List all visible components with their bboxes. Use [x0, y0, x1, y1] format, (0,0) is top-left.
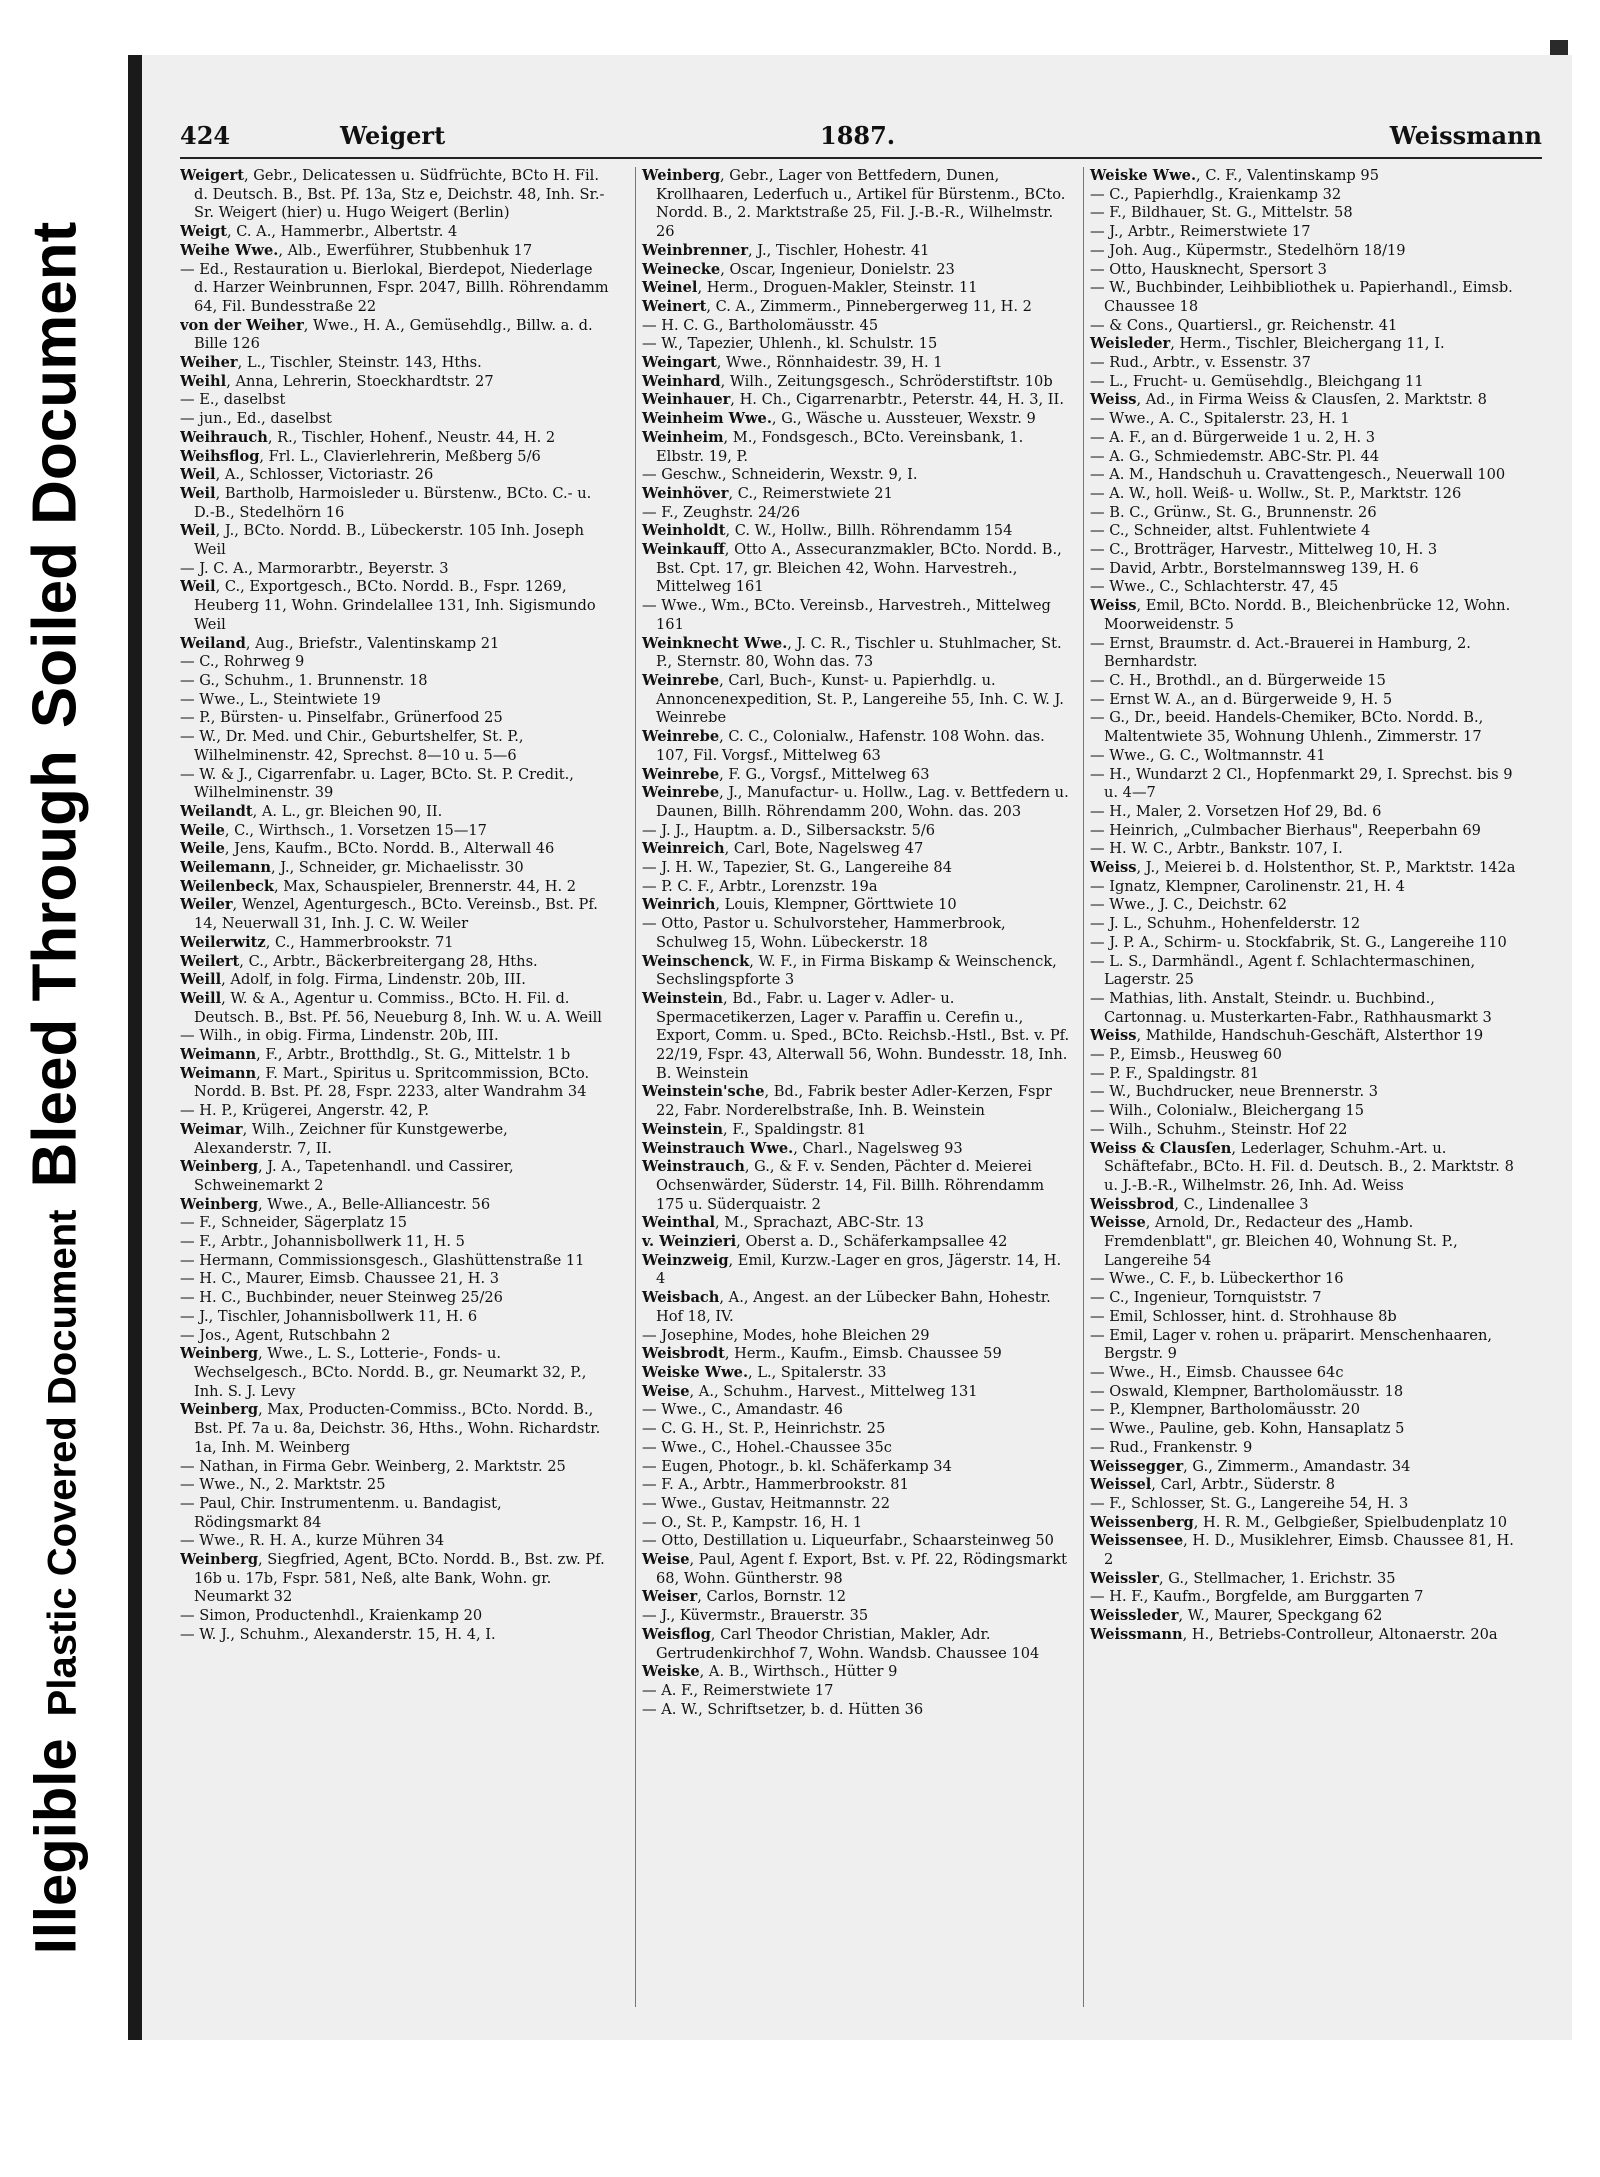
directory-entry: — H. W. C., Arbtr., Bankstr. 107, I.	[1090, 840, 1343, 858]
directory-entry: Weisflog, Carl Theodor Christian, Makler, Adr. Gertrudenkirchhof 7, Wohn. Wandsb. Chaussee 104	[642, 1625, 1040, 1662]
directory-entry: — W., Tapezier, Uhlenh., kl. Schulstr. 15	[642, 335, 938, 353]
header-left-word: Weigert	[340, 121, 446, 150]
directory-entry: — F., Arbtr., Johannisbollwerk 11, H. 5	[180, 1233, 465, 1251]
entry-surname: Weinstein'sche	[642, 1083, 765, 1101]
directory-entry: — P. C. F., Arbtr., Lorenzstr. 19a	[642, 877, 878, 895]
directory-entry: Weisbach, A., Angest. an der Lübecker Bahn, Hohestr. Hof 18, IV.	[642, 1289, 1051, 1325]
directory-entry: Weilandt, A. L., gr. Bleichen 90, II.	[180, 802, 443, 820]
directory-entry: Weihl, Anna, Lehrerin, Stoeckhardtstr. 27	[180, 372, 494, 390]
archive-stamp-strip	[0, 0, 110, 2177]
directory-entry: — H., Maler, 2. Vorsetzen Hof 29, Bd. 6	[1090, 802, 1382, 820]
directory-entry: — Wwe., C., Amandastr. 46	[642, 1401, 843, 1419]
entry-surname: Weigt	[180, 223, 227, 241]
directory-entry: — J. L., Schuhm., Hohenfelderstr. 12	[1090, 915, 1361, 933]
directory-entry: — Wwe., C., Hohel.-Chaussee 35c	[642, 1438, 892, 1456]
entry-surname: Weiss	[1090, 1027, 1137, 1045]
directory-entry: — Otto, Destillation u. Liqueurfabr., Schaarsteinweg 50	[642, 1532, 1054, 1550]
directory-entry: Weilenbeck, Max, Schauspieler, Brennerstr. 44, H. 2	[180, 877, 577, 895]
directory-entry: Weinstrauch Wwe., Charl., Nagelsweg 93	[642, 1139, 963, 1157]
directory-entry: Weissenberg, H. R. M., Gelbgießer, Spielbudenplatz 10	[1090, 1513, 1508, 1531]
directory-entry: Weinberg, Wwe., A., Belle-Alliancestr. 56	[180, 1195, 491, 1213]
directory-entry: Weiher, L., Tischler, Steinstr. 143, Hths.	[180, 354, 482, 372]
directory-entry: Weinstrauch, G., & F. v. Senden, Pächter d. Meierei Ochsenwärder, Süderstr. 14, Fil. Billh. Röhrendamm 175 u. Süderquaistr. 2	[642, 1158, 1045, 1213]
directory-entry: — Jos., Agent, Rutschbahn 2	[180, 1326, 391, 1344]
directory-entry: — Wilh., Schuhm., Steinstr. Hof 22	[1090, 1120, 1348, 1138]
directory-entry: — A. F., an d. Bürgerweide 1 u. 2, H. 3	[1090, 428, 1376, 446]
entry-surname: Weinstrauch	[642, 1158, 745, 1176]
directory-entry: — Ernst W. A., an d. Bürgerweide 9, H. 5	[1090, 690, 1393, 708]
directory-entry: Weissel, Carl, Arbtr., Süderstr. 8	[1090, 1476, 1336, 1494]
entry-surname: Weiher	[180, 354, 238, 372]
directory-column-2	[635, 167, 1072, 2007]
directory-entry: — Wwe., C. F., b. Lübeckerthor 16	[1090, 1270, 1344, 1288]
entry-surname: Weilert	[180, 952, 240, 970]
entry-surname: Weinrebe	[642, 784, 720, 802]
directory-entry: Weinberg, Max, Producten-Commiss., BCto. Nordd. B., Bst. Pf. 7a u. 8a, Deichstr. 36, Hths., Wohn. Richardstr. 1a, Inh. M. Weinberg	[180, 1401, 601, 1456]
directory-entry: — Otto, Hausknecht, Spersort 3	[1090, 260, 1327, 278]
directory-entry: Weiske, A. B., Wirthsch., Hütter 9	[642, 1663, 898, 1681]
entry-surname: Weinstein	[642, 989, 724, 1007]
directory-entry: Weill, Adolf, in folg. Firma, Lindenstr. 20b, III.	[180, 971, 526, 989]
directory-entry: Weihe Wwe., Alb., Ewerführer, Stubbenhuk 17	[180, 241, 533, 259]
stamp-plastic: Plastic Covered Document	[40, 1209, 85, 1717]
directory-entry: — Wilh., in obig. Firma, Lindenstr. 20b, III.	[180, 1027, 499, 1045]
entry-surname: Weinberg	[180, 1345, 259, 1363]
entry-surname: Weinstrauch Wwe.	[642, 1139, 794, 1157]
entry-surname: Weingart	[642, 354, 717, 372]
header-year: 1887.	[820, 121, 896, 150]
directory-entry: — C., Papierhdlg., Kraienkamp 32	[1090, 185, 1342, 203]
directory-entry: Weinberg, J. A., Tapetenhandl. und Cassirer, Schweinemarkt 2	[180, 1158, 514, 1194]
directory-entry: — Wwe., J. C., Deichstr. 62	[1090, 896, 1287, 914]
entry-surname: Weiser	[642, 1588, 698, 1606]
stamp-illegible: Illegible	[23, 1738, 89, 1955]
directory-entry: — H. C., Maurer, Eimsb. Chaussee 21, H. 3	[180, 1270, 500, 1288]
directory-entry: Weiss, Emil, BCto. Nordd. B., Bleichenbrücke 12, Wohn. Moorweidenstr. 5	[1090, 597, 1511, 633]
directory-entry: Weigert, Gebr., Delicatessen u. Südfrüchte, BCto H. Fil. d. Deutsch. B., Bst. Pf. 13a, Stz e, Deichstr. 48, Inh. Sr.-Sr. Weigert (hier) u. Hugo Weigert (Berlin)	[180, 167, 605, 222]
directory-entry: Weinstein, F., Spaldingstr. 81	[642, 1120, 867, 1138]
entry-surname: Weinhard	[642, 372, 721, 390]
directory-entry: — A. W., Schriftsetzer, b. d. Hütten 36	[642, 1700, 924, 1718]
directory-entry: — P., Bürsten- u. Pinselfabr., Grünerfood 25	[180, 709, 503, 727]
entry-surname: Weisleder	[1090, 335, 1171, 353]
directory-entry: Weile, C., Wirthsch., 1. Vorsetzen 15—17	[180, 821, 487, 839]
entry-surname: Weil	[180, 466, 216, 484]
entry-surname: Weimann	[180, 1064, 257, 1082]
directory-entry: — Otto, Pastor u. Schulvorsteher, Hammerbrook, Schulweg 15, Wohn. Lübeckerstr. 18	[642, 915, 1006, 951]
entry-surname: Weisbach	[642, 1289, 720, 1307]
directory-entry: — Hermann, Commissionsgesch., Glashüttenstraße 11	[180, 1251, 585, 1269]
entry-surname: Weinrich	[642, 896, 716, 914]
directory-entry: — J., Arbtr., Reimerstwiete 17	[1090, 223, 1311, 241]
directory-entry: Weinberg, Wwe., L. S., Lotterie-, Fonds- u. Wechselgesch., BCto. Nordd. B., gr. Neumarkt 32, P., Inh. S. J. Levy	[180, 1345, 587, 1400]
entry-surname: Weinholdt	[642, 522, 726, 540]
directory-entry: — A. F., Reimerstwiete 17	[642, 1681, 834, 1699]
entry-surname: Weinert	[642, 297, 707, 315]
directory-entry: Weiler, Wenzel, Agenturgesch., BCto. Vereinsb., Bst. Pf. 14, Neuerwall 31, Inh. J. C. W. Weiler	[180, 896, 598, 933]
directory-entry: Weil, A., Schlosser, Victoriastr. 26	[180, 466, 434, 484]
entry-surname: Weinrebe	[642, 728, 720, 746]
directory-entry: — & Cons., Quartiersl., gr. Reichenstr. 41	[1090, 316, 1398, 334]
entry-surname: Weinberg	[180, 1195, 259, 1213]
directory-entry: — Mathias, lith. Anstalt, Steindr. u. Buchbind., Cartonnag. u. Musterkarten-Fabr., Rathhausmarkt 3	[1090, 989, 1492, 1026]
directory-entry: Weinstein, Bd., Fabr. u. Lager v. Adler- u. Spermacetikerzen, Lager v. Paraffin u. Cerefin u., Export, Comm. u. Sped., BCto. Reichsb.-Hstl., Bst. v. Pf. 22/19, Fspr. 43, Alterwall 56, Wohn. Bundesstr. 18, Inh. B. Weinstein	[642, 989, 1070, 1082]
directory-entry: Weissbrod, C., Lindenallee 3	[1090, 1195, 1309, 1213]
entry-surname: Weiss	[1090, 391, 1137, 409]
entry-surname: Weinthal	[642, 1214, 715, 1232]
directory-entry: — Wwe., A. C., Spitalerstr. 23, H. 1	[1090, 410, 1350, 428]
directory-entry: Weinzweig, Emil, Kurzw.-Lager en gros, Jägerstr. 14, H. 4	[642, 1251, 1062, 1288]
directory-entry: — F., Zeughstr. 24/26	[642, 503, 800, 521]
stamp-soiled: Soiled Document	[20, 221, 90, 729]
directory-entry: Weissmann, H., Betriebs-Controlleur, Altonaerstr. 20a	[1090, 1625, 1498, 1643]
entry-surname: Weinberg	[180, 1158, 259, 1176]
directory-entry: Weiss, Mathilde, Handschuh-Geschäft, Alsterthor 19	[1090, 1027, 1484, 1045]
directory-entry: — W. J., Schuhm., Alexanderstr. 15, H. 4, I.	[180, 1625, 496, 1643]
directory-entry: Weiske Wwe., C. F., Valentinskamp 95	[1090, 167, 1379, 184]
entry-surname: Weinreich	[642, 840, 725, 858]
directory-entry: Weinberg, Siegfried, Agent, BCto. Nordd. B., Bst. zw. Pf. 16b u. 17b, Fspr. 581, Neß, alte Bank, Wohn. gr. Neumarkt 32	[180, 1551, 605, 1606]
directory-entry: Weihsflog, Frl. L., Clavierlehrerin, Meßberg 5/6	[180, 447, 541, 465]
entry-surname: Weile	[180, 821, 225, 839]
entry-surname: Weissensee	[1090, 1532, 1184, 1550]
directory-entry: — jun., Ed., daselbst	[180, 410, 332, 428]
directory-entry: Weissegger, G., Zimmerm., Amandastr. 34	[1090, 1457, 1411, 1475]
directory-entry: — J., Küvermstr., Brauerstr. 35	[642, 1607, 869, 1625]
directory-entry: — H. C. G., Bartholomäusstr. 45	[642, 316, 879, 334]
entry-surname: Weigert	[180, 167, 244, 184]
entry-surname: Weisse	[1090, 1214, 1146, 1232]
directory-entry: Weihrauch, R., Tischler, Hohenf., Neustr. 44, H. 2	[180, 428, 556, 446]
entry-surname: Weiske	[642, 1663, 700, 1681]
directory-entry: — Josephine, Modes, hohe Bleichen 29	[642, 1326, 930, 1344]
directory-entry: — J. P. A., Schirm- u. Stockfabrik, St. G., Langereihe 110	[1090, 933, 1507, 951]
directory-entry: — W. & J., Cigarrenfabr. u. Lager, BCto. St. P. Credit., Wilhelminenstr. 39	[180, 765, 574, 802]
directory-entry: — W., Dr. Med. und Chir., Geburtshelfer, St. P., Wilhelminenstr. 42, Sprechst. 8—10 u. 5—6	[180, 728, 524, 764]
entry-surname: Weissleder	[1090, 1607, 1179, 1625]
directory-entry: — Wwe., Gustav, Heitmannstr. 22	[642, 1494, 890, 1512]
directory-entry: Weilemann, J., Schneider, gr. Michaelisstr. 30	[180, 859, 524, 877]
entry-surname: Weinknecht Wwe.	[642, 634, 788, 652]
entry-surname: Weissel	[1090, 1476, 1152, 1494]
directory-entry: Weil, Bartholb, Harmoisleder u. Bürstenw., BCto. C.- u. D.-B., Stedelhörn 16	[180, 484, 592, 521]
entry-surname: Weihrauch	[180, 428, 268, 446]
entry-surname: von der Weiher	[180, 316, 304, 334]
entry-surname: Weiland	[180, 634, 246, 652]
entry-surname: v. Weinzieri	[642, 1233, 737, 1251]
directory-entry: — Nathan, in Firma Gebr. Weinberg, 2. Marktstr. 25	[180, 1457, 566, 1475]
directory-entry: — C., Brotträger, Harvestr., Mittelweg 10, H. 3	[1090, 541, 1438, 559]
page-right-margin	[1568, 40, 1600, 2030]
directory-entry: Weise, A., Schuhm., Harvest., Mittelweg 131	[642, 1382, 978, 1400]
directory-entry: — J. C. A., Marmorarbtr., Beyerstr. 3	[180, 559, 449, 577]
archive-stamp-text	[20, 222, 91, 1955]
directory-entry: — P., Klempner, Bartholomäusstr. 20	[1090, 1401, 1360, 1419]
directory-entry: Weiske Wwe., L., Spitalerstr. 33	[642, 1364, 887, 1381]
directory-entry: — David, Arbtr., Borstelmannsweg 139, H. 6	[1090, 559, 1419, 577]
directory-entry: — J., Tischler, Johannisbollwerk 11, H. 6	[180, 1307, 478, 1325]
entry-surname: Weissler	[1090, 1569, 1159, 1587]
directory-entry: — Wwe., L., Steintwiete 19	[180, 690, 381, 708]
entry-surname: Weiss & Clausſen	[1090, 1139, 1232, 1157]
entry-surname: Weilenbeck	[180, 877, 274, 895]
directory-entry: Weinknecht Wwe., J. C. R., Tischler u. Stuhlmacher, St. P., Sternstr. 80, Wohn das. 73	[642, 634, 1062, 671]
directory-entry: — Ignatz, Klempner, Carolinenstr. 21, H. 4	[1090, 877, 1405, 895]
directory-entry: — Wwe., Wm., BCto. Vereinsb., Harvestreh., Mittelweg 161	[642, 597, 1051, 633]
directory-entry: — Wwe., C., Schlachterstr. 47, 45	[1090, 578, 1339, 596]
directory-entry: — Emil, Lager v. rohen u. präparirt. Menschenhaaren, Bergstr. 9	[1090, 1326, 1492, 1363]
entry-surname: Weisflog	[642, 1625, 711, 1643]
entry-surname: Weiss	[1090, 859, 1137, 877]
directory-entry: — H. F., Kaufm., Borgfelde, am Burggarten 7	[1090, 1588, 1424, 1606]
directory-entry: Weissensee, H. D., Musiklehrer, Eimsb. Chaussee 81, H. 2	[1090, 1532, 1514, 1569]
directory-entry: — L. S., Darmhändl., Agent f. Schlachtermaschinen, Lagerstr. 25	[1090, 952, 1476, 989]
directory-entry: — C. G. H., St. P., Heinrichstr. 25	[642, 1420, 886, 1438]
entry-surname: Weinberg	[180, 1401, 259, 1419]
directory-entry: Weilert, C., Arbtr., Bäckerbreitergang 28, Hths.	[180, 952, 538, 970]
directory-entry: Weissler, G., Stellmacher, 1. Erichstr. 35	[1090, 1569, 1396, 1587]
entry-surname: Weissegger	[1090, 1457, 1184, 1475]
directory-entry: Weiland, Aug., Briefstr., Valentinskamp 21	[180, 634, 500, 652]
entry-surname: Weill	[180, 989, 222, 1007]
entry-surname: Weinheim	[642, 428, 724, 446]
directory-entry: — Ernst, Braumstr. d. Act.-Brauerei in Hamburg, 2. Bernhardstr.	[1090, 634, 1471, 671]
entry-surname: Weiske Wwe.	[642, 1364, 749, 1381]
entry-surname: Weise	[642, 1382, 690, 1400]
entry-surname: Weile	[180, 840, 225, 858]
entry-surname: Weihl	[180, 372, 227, 390]
entry-surname: Weill	[180, 971, 222, 989]
directory-entry: Weimann, F., Arbtr., Brotthdlg., St. G., Mittelstr. 1 b	[180, 1046, 571, 1064]
directory-entry: — F., Schneider, Sägerplatz 15	[180, 1214, 408, 1232]
directory-entry: Weinert, C. A., Zimmerm., Pinnebergerweg 11, H. 2	[642, 297, 1032, 315]
directory-entry: Weile, Jens, Kaufm., BCto. Nordd. B., Alterwall 46	[180, 840, 555, 858]
directory-entry: — W., Buchbinder, Leihbibliothek u. Papierhandl., Eimsb. Chaussee 18	[1090, 279, 1513, 315]
directory-entry: — Joh. Aug., Küpermstr., Stedelhörn 18/19	[1090, 241, 1406, 259]
entry-surname: Weihe Wwe.	[180, 241, 279, 259]
entry-surname: Weinheim Wwe.	[642, 410, 772, 428]
directory-entry: Weise, Paul, Agent f. Export, Bst. v. Pf. 22, Rödingsmarkt 68, Wohn. Güntherstr. 98	[642, 1551, 1067, 1587]
entry-surname: Weissenberg	[1090, 1513, 1194, 1531]
directory-entry: — E., daselbst	[180, 391, 286, 409]
entry-surname: Weise	[642, 1551, 690, 1569]
entry-surname: Weinstein	[642, 1120, 724, 1138]
directory-entry: von der Weiher, Wwe., H. A., Gemüsehdlg., Billw. a. d. Bille 126	[180, 316, 593, 353]
entry-surname: Weiss	[1090, 597, 1137, 615]
entry-surname: Weilandt	[180, 802, 253, 820]
entry-surname: Weil	[180, 522, 216, 540]
directory-entry: — Heinrich, „Culmbacher Bierhaus", Reeperbahn 69	[1090, 821, 1481, 839]
directory-entry: Weimann, F. Mart., Spiritus u. Spritcommission, BCto. Nordd. B. Bst. Pf. 28, Fspr. 2233, alter Wandrahm 34	[180, 1064, 590, 1101]
directory-entry: — O., St. P., Kampstr. 16, H. 1	[642, 1513, 863, 1531]
directory-entry: Weilerwitz, C., Hammerbrookstr. 71	[180, 933, 454, 951]
directory-entry: — W., Buchdrucker, neue Brennerstr. 3	[1090, 1083, 1379, 1101]
directory-entry: — Rud., Frankenstr. 9	[1090, 1438, 1253, 1456]
directory-entry: — B. C., Grünw., St. G., Brunnenstr. 26	[1090, 503, 1377, 521]
directory-entry: — C., Ingenieur, Tornquiststr. 7	[1090, 1289, 1322, 1307]
entry-surname: Weimann	[180, 1046, 257, 1064]
directory-entry: — J. J., Hauptm. a. D., Silbersackstr. 5/6	[642, 821, 936, 839]
entry-surname: Weinbrenner	[642, 241, 749, 259]
directory-entry: — P. F., Spaldingstr. 81	[1090, 1064, 1260, 1082]
directory-entry: — Ed., Restauration u. Bierlokal, Bierdepot, Niederlage d. Harzer Weinbrunnen, Fspr. 2047, Billh. Röhrendamm 64, Fil. Bundesstraße 22	[180, 260, 609, 315]
page-number: 424	[180, 121, 231, 150]
entry-surname: Weiler	[180, 896, 233, 914]
directory-entry: Weisbrodt, Herm., Kaufm., Eimsb. Chaussee 59	[642, 1345, 1002, 1363]
directory-entry: — H. C., Buchbinder, neuer Steinweg 25/26	[180, 1289, 503, 1307]
directory-entry: Weinbrenner, J., Tischler, Hohestr. 41	[642, 241, 930, 259]
entry-surname: Weil	[180, 578, 216, 596]
directory-entry: Weinreich, Carl, Bote, Nagelsweg 47	[642, 840, 924, 858]
directory-entry: Weinrich, Louis, Klempner, Görttwiete 10	[642, 896, 957, 914]
directory-entry: Weill, W. & A., Agentur u. Commiss., BCto. H. Fil. d. Deutsch. B., Bst. Pf. 56, Neueburg 8, Inh. W. u. A. Weill	[180, 989, 602, 1026]
entry-surname: Weiske Wwe.	[1090, 167, 1197, 184]
entry-surname: Weilerwitz	[180, 933, 266, 951]
directory-entry: Weisleder, Herm., Tischler, Bleichergang 11, I.	[1090, 335, 1445, 353]
directory-entry: Weinrebe, F. G., Vorgsf., Mittelweg 63	[642, 765, 930, 783]
directory-entry: — F., Bildhauer, St. G., Mittelstr. 58	[1090, 204, 1353, 222]
directory-entry: — Simon, Productenhdl., Kraienkamp 20	[180, 1607, 483, 1625]
directory-entry: Weinhöver, C., Reimerstwiete 21	[642, 484, 893, 502]
directory-entry: Weiss, J., Meierei b. d. Holstenthor, St. P., Marktstr. 142a	[1090, 859, 1516, 877]
directory-entry: Weil, J., BCto. Nordd. B., Lübeckerstr. 105 Inh. Joseph Weil	[180, 522, 584, 559]
directory-entry: Weigt, C. A., Hammerbr., Albertstr. 4	[180, 223, 458, 241]
entry-surname: Weissbrod	[1090, 1195, 1175, 1213]
directory-entry: Weinkauff, Otto A., Assecuranzmakler, BCto. Nordd. B., Bst. Cpt. 17, gr. Bleichen 42, Wohn. Harvestreh., Mittelweg 161	[642, 541, 1062, 596]
directory-entry: — Wwe., Pauline, geb. Kohn, Hansaplatz 5	[1090, 1420, 1405, 1438]
directory-column-1	[180, 167, 610, 2007]
directory-entry: — P., Eimsb., Heusweg 60	[1090, 1046, 1282, 1064]
directory-entry: — H. P., Krügerei, Angerstr. 42, P.	[180, 1102, 430, 1120]
directory-entry: — J. H. W., Tapezier, St. G., Langereihe 84	[642, 859, 953, 877]
directory-entry: Weinheim Wwe., G., Wäsche u. Aussteuer, Wexstr. 9	[642, 410, 1036, 428]
page-header	[180, 117, 1542, 159]
directory-column-3	[1083, 167, 1520, 2007]
directory-entry: — G., Schuhm., 1. Brunnenstr. 18	[180, 671, 428, 689]
directory-entry: — C., Rohrweg 9	[180, 653, 305, 671]
entry-surname: Weisbrodt	[642, 1345, 725, 1363]
directory-entry: Weinberg, Gebr., Lager von Bettfedern, Dunen, Krollhaaren, Lederfuch u., Artikel für Bürstenm., BCto. Nordd. B., 2. Marktstraße 25, Fil. J.-B.-R., Wilhelmstr. 26	[642, 167, 1066, 241]
directory-entry: — A. W., holl. Weiß- u. Wollw., St. P., Marktstr. 126	[1090, 484, 1462, 502]
directory-entry: — L., Frucht- u. Gemüsehdlg., Bleichgang 11	[1090, 372, 1424, 390]
page-content	[180, 117, 1542, 1997]
directory-entry: Weimar, Wilh., Zeichner für Kunstgewerbe, Alexanderstr. 7, II.	[180, 1120, 508, 1157]
directory-entry: — Emil, Schlosser, hint. d. Strohhause 8b	[1090, 1307, 1397, 1325]
directory-entry: — Wwe., N., 2. Marktstr. 25	[180, 1476, 386, 1494]
directory-entry: — A. G., Schmiedemstr. ABC-Str. Pl. 44	[1090, 447, 1380, 465]
directory-entry: — Wwe., R. H. A., kurze Mühren 34	[180, 1532, 445, 1550]
directory-entry: — Wwe., G. C., Woltmannstr. 41	[1090, 746, 1326, 764]
entry-surname: Weinberg	[642, 167, 721, 184]
header-right-word: Weissmann	[1389, 121, 1542, 150]
directory-entry: Weinrebe, C. C., Colonialw., Hafenstr. 108 Wohn. das. 107, Fil. Vorgsf., Mittelweg 63	[642, 728, 1045, 764]
directory-entry: Weinrebe, J., Manufactur- u. Hollw., Lag. v. Bettfedern u. Daunen, Billh. Röhrendamm 200, Wohn. das. 203	[642, 784, 1069, 820]
entry-surname: Weimar	[180, 1120, 243, 1138]
directory-entry: Weinecke, Oscar, Ingenieur, Donielstr. 23	[642, 260, 955, 278]
directory-entry: — F. A., Arbtr., Hammerbrookstr. 81	[642, 1476, 909, 1494]
entry-surname: Weinhauer	[642, 391, 731, 409]
scanned-page	[128, 55, 1572, 2040]
entry-surname: Weihsflog	[180, 447, 260, 465]
directory-entry: Weiser, Carlos, Bornstr. 12	[642, 1588, 847, 1606]
directory-entry: Weinholdt, C. W., Hollw., Billh. Röhrendamm 154	[642, 522, 1013, 540]
entry-surname: Weinrebe	[642, 671, 720, 689]
directory-entry: — F., Schlosser, St. G., Langereihe 54, H. 3	[1090, 1494, 1409, 1512]
stamp-bleed: Bleed Through	[20, 750, 90, 1188]
entry-surname: Weinecke	[642, 260, 721, 278]
entry-surname: Weinschenck	[642, 952, 750, 970]
directory-entry: Weinstein'sche, Bd., Fabrik bester Adler-Kerzen, Fspr 22, Fabr. Norderelbstraße, Inh. B. Weinstein	[642, 1083, 1052, 1120]
directory-entry: — A. M., Handschuh u. Cravattengesch., Neuerwall 100	[1090, 466, 1506, 484]
directory-entry: Weisse, Arnold, Dr., Redacteur des „Hamb. Fremdenblatt", gr. Bleichen 40, Wohnung St. P., Langereihe 54	[1090, 1214, 1458, 1269]
directory-entry: Weinschenck, W. F., in Firma Biskamp & Weinschenck, Sechslingspforte 3	[642, 952, 1057, 989]
directory-entry: — G., Dr., beeid. Handels-Chemiker, BCto. Nordd. B., Maltentwiete 35, Wohnung Uhlenh., Zimmerstr. 17	[1090, 709, 1484, 746]
entry-surname: Weinzweig	[642, 1251, 729, 1269]
directory-entry: v. Weinzieri, Oberst a. D., Schäferkampsallee 42	[642, 1233, 1008, 1251]
directory-entry: — C. H., Brothdl., an d. Bürgerweide 15	[1090, 671, 1386, 689]
directory-entry: Weinhard, Wilh., Zeitungsgesch., Schröderstiftstr. 10b	[642, 372, 1053, 390]
entry-surname: Weinrebe	[642, 765, 720, 783]
directory-entry: Weinrebe, Carl, Buch-, Kunst- u. Papierhdlg. u. Annoncenexpedition, St. P., Langereihe 55, Inh. C. W. J. Weinrebe	[642, 671, 1064, 727]
directory-entry: — Geschw., Schneiderin, Wexstr. 9, I.	[642, 466, 918, 484]
directory-entry: Weil, C., Exportgesch., BCto. Nordd. B., Fspr. 1269, Heuberg 11, Wohn. Grindelallee 131, Inh. Sigismundo Weil	[180, 578, 596, 633]
directory-entry: Weinthal, M., Sprachazt, ABC-Str. 13	[642, 1214, 924, 1232]
directory-entry: Weingart, Wwe., Rönnhaidestr. 39, H. 1	[642, 354, 943, 372]
entry-surname: Weilemann	[180, 859, 271, 877]
entry-surname: Weinel	[642, 279, 698, 297]
entry-surname: Weinberg	[180, 1551, 259, 1569]
directory-entry: Weinhauer, H. Ch., Cigarrenarbtr., Peterstr. 44, H. 3, II.	[642, 391, 1064, 409]
directory-columns	[180, 167, 1542, 2007]
directory-entry: — Rud., Arbtr., v. Essenstr. 37	[1090, 354, 1311, 372]
directory-entry: — Wwe., H., Eimsb. Chaussee 64c	[1090, 1364, 1344, 1381]
entry-surname: Weissmann	[1090, 1625, 1183, 1643]
directory-entry: Weinheim, M., Fondsgesch., BCto. Vereinsbank, 1. Elbstr. 19, P.	[642, 428, 1024, 465]
entry-surname: Weinhöver	[642, 484, 729, 502]
directory-entry: Weiss, Ad., in Firma Weiss & Clausſen, 2. Marktstr. 8	[1090, 391, 1487, 409]
directory-entry: — Wilh., Colonialw., Bleichergang 15	[1090, 1102, 1365, 1120]
entry-surname: Weinkauff	[642, 541, 725, 559]
directory-entry: — Oswald, Klempner, Bartholomäusstr. 18	[1090, 1382, 1404, 1400]
directory-entry: — C., Schneider, altst. Fuhlentwiete 4	[1090, 522, 1371, 540]
directory-entry: Weiss & Clausſen, Lederlager, Schuhm.-Art. u. Schäftefabr., BCto. H. Fil. d. Deutsch. B., 2. Marktstr. 8 u. J.-B.-R., Wilhelmstr. 26, Inh. Ad. Weiss	[1090, 1139, 1514, 1194]
directory-entry: — Paul, Chir. Instrumentenm. u. Bandagist, Rödingsmarkt 84	[180, 1494, 502, 1531]
directory-entry: — Eugen, Photogr., b. kl. Schäferkamp 34	[642, 1457, 952, 1475]
directory-entry: Weinel, Herm., Droguen-Makler, Steinstr. 11	[642, 279, 978, 297]
directory-entry: — H., Wundarzt 2 Cl., Hopfenmarkt 29, I. Sprechst. bis 9 u. 4—7	[1090, 765, 1513, 802]
directory-entry: Weissleder, W., Maurer, Speckgang 62	[1090, 1607, 1383, 1625]
entry-surname: Weil	[180, 484, 216, 502]
